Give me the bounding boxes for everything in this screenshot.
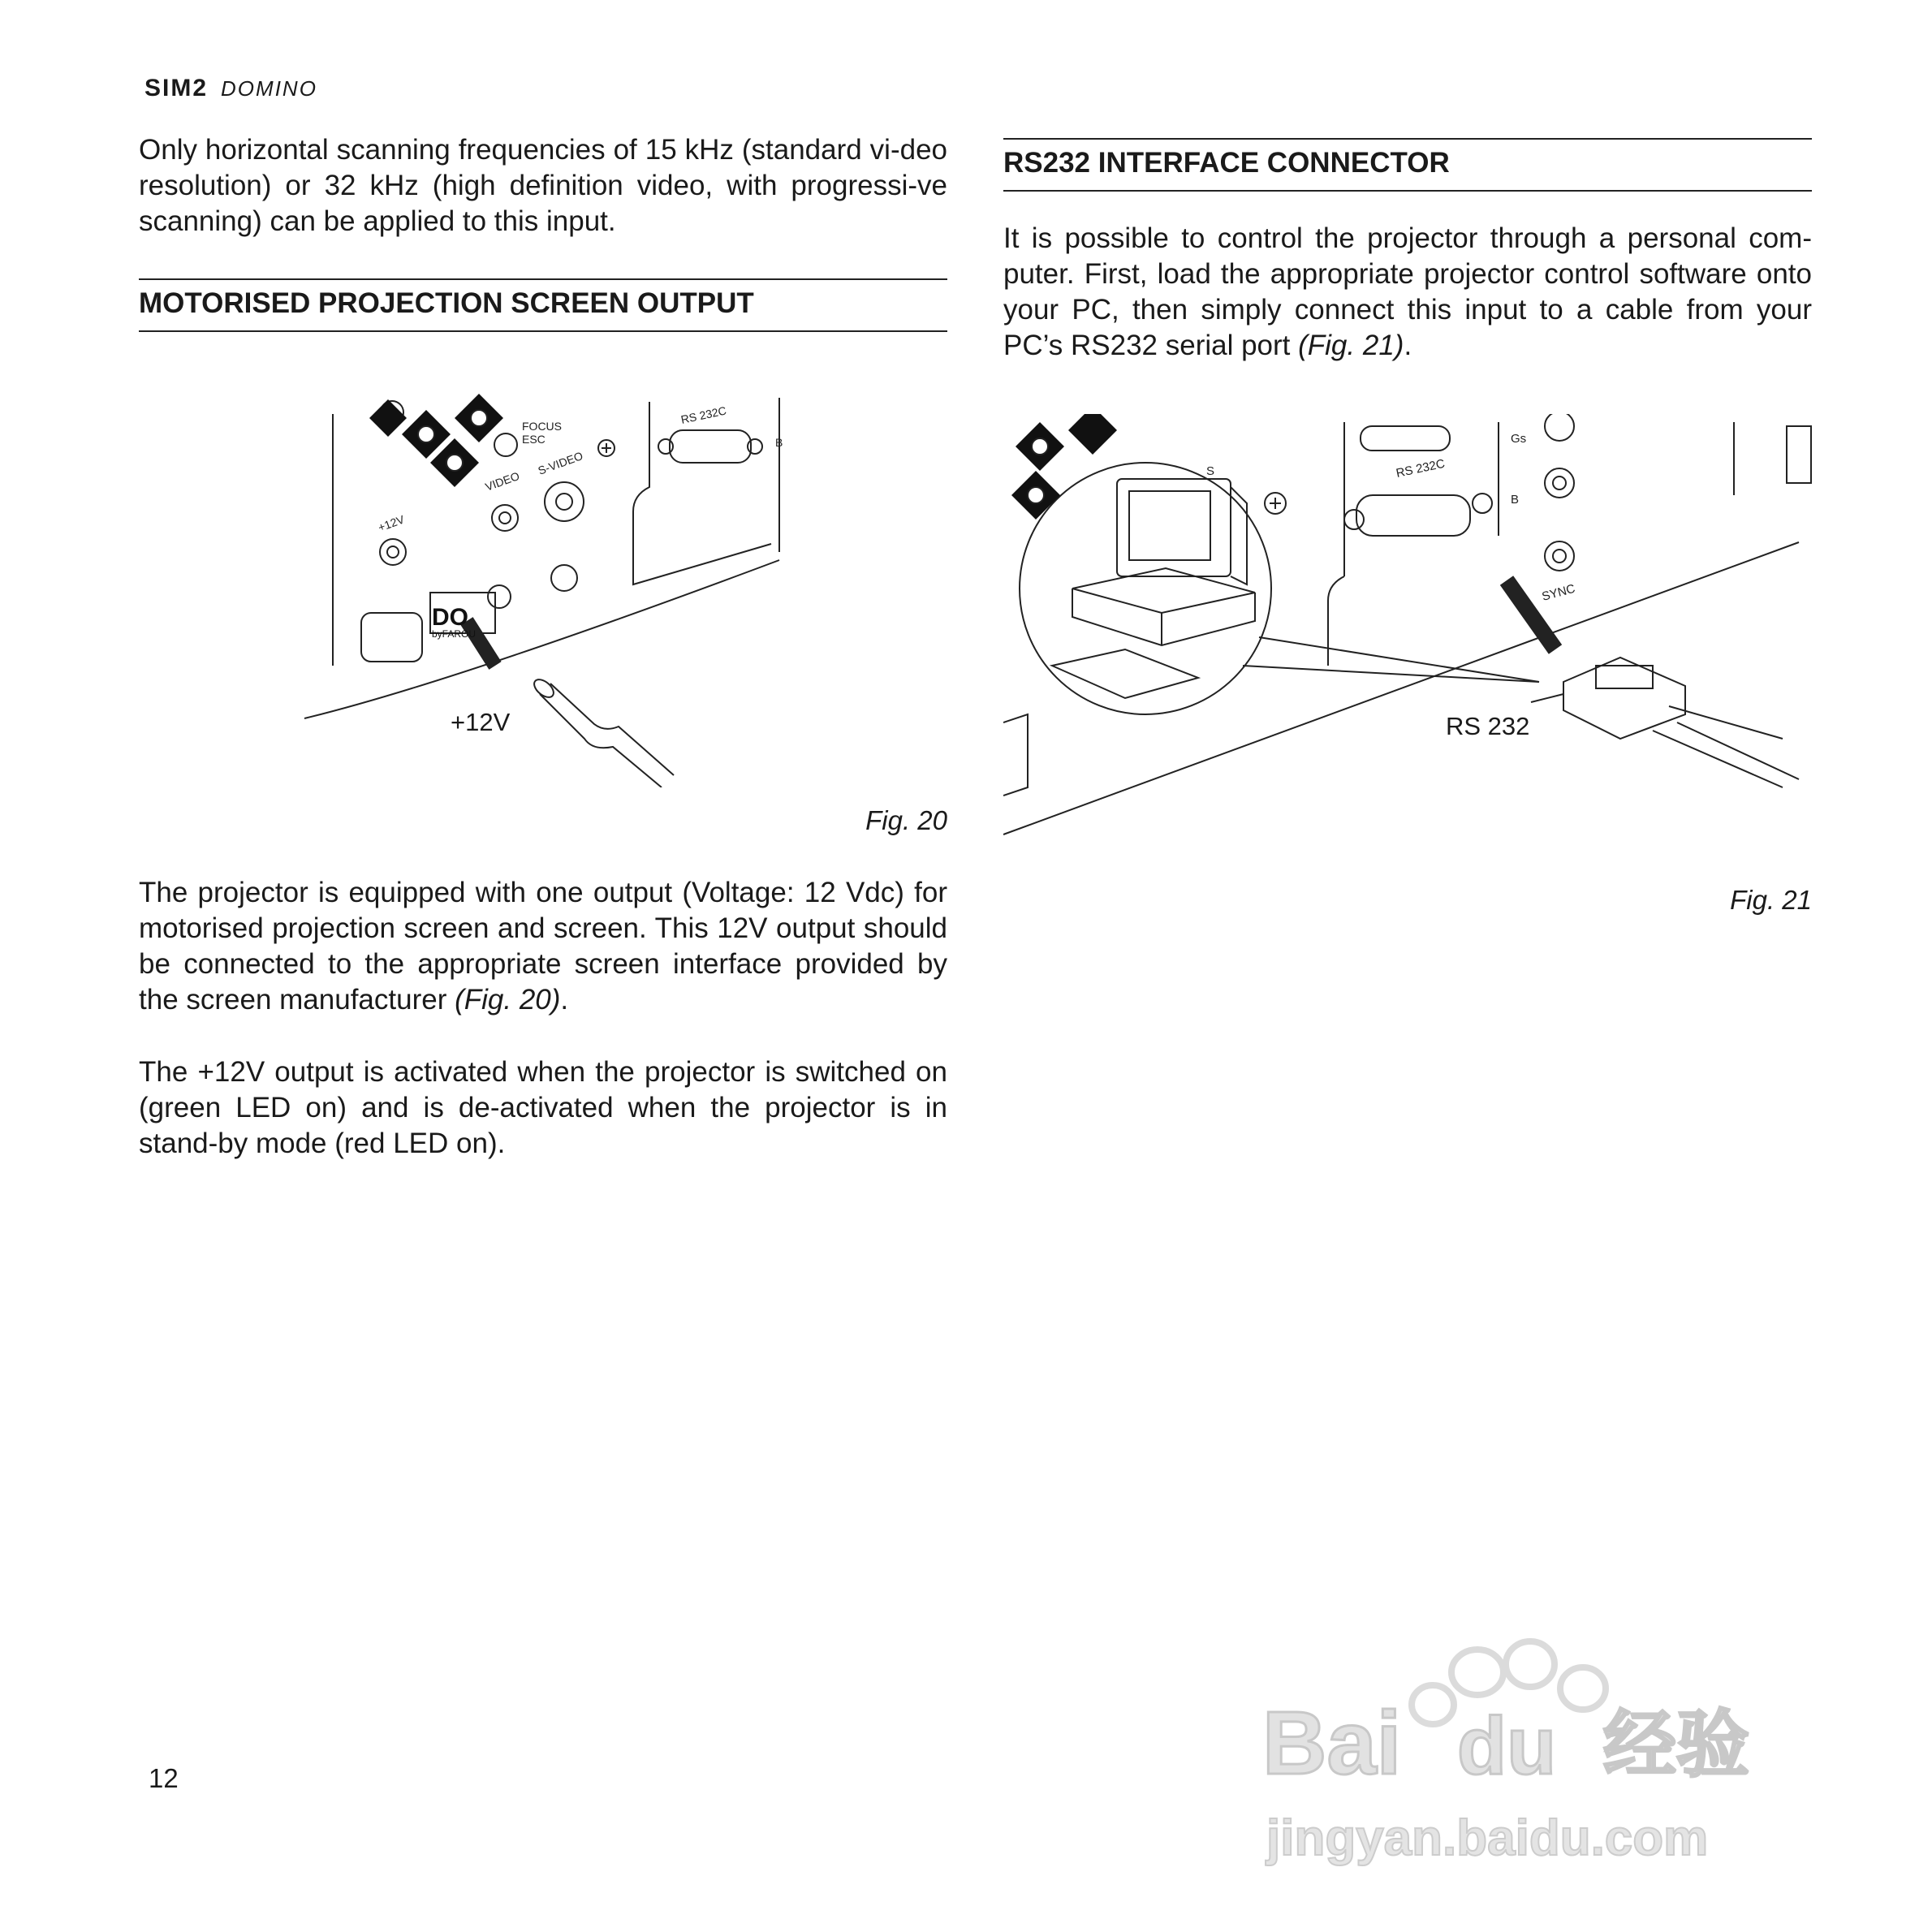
- intro-paragraph: Only horizontal scanning frequencies of 15 kHz (standard vi-deo resolution) or 32 kHz (high definition video, with progressi-ve scanning) can be applied to this input.: [139, 134, 947, 237]
- callout-rs232: RS 232: [1446, 712, 1530, 740]
- screen-output-text: The projector is equipped with one output (Voltage: 12 Vdc) for motorised projection screen and screen. This 12V output should be connected to the appropriate screen interface provided by the screen manufacturer: [139, 877, 947, 1016]
- fig20-ref: (Fig. 20): [455, 984, 561, 1016]
- activation-paragraph: The +12V output is activated when the projector is switched on (green LED on) and is de-activated when the projector is in stand-by mode (red LED on).: [139, 1056, 947, 1159]
- screen-output-end: .: [560, 984, 569, 1016]
- label-brand: DO: [432, 604, 468, 631]
- section-heading-rs232: [1003, 138, 1812, 192]
- section-heading-motorised: [139, 278, 947, 332]
- baidu-watermark: [1262, 1632, 1831, 1875]
- watermark-du: du: [1457, 1701, 1557, 1792]
- heading-text: MOTORISED PROJECTION SCREEN OUTPUT: [139, 287, 754, 319]
- label-svideo: S-VIDEO: [536, 449, 585, 477]
- figure-20-caption: Fig. 20: [865, 805, 947, 835]
- label-rs232c-21: RS 232C: [1395, 456, 1447, 481]
- label-12v-panel: +12V: [376, 512, 407, 534]
- rs232-paragraph: [1003, 221, 1812, 364]
- screen-output-paragraph: [139, 875, 947, 1018]
- watermark-url: jingyan.baidu.com: [1266, 1810, 1709, 1866]
- label-byfaroudja: byFAROU: [432, 628, 477, 640]
- label-rs232c: RS 232C: [679, 403, 728, 426]
- label-video: VIDEO: [483, 468, 521, 494]
- brand-name: SIM2: [144, 75, 209, 101]
- label-gs: Gs: [1511, 432, 1527, 446]
- watermark-cn: 经验: [1603, 1705, 1749, 1786]
- figure-21-caption: Fig. 21: [1730, 885, 1812, 915]
- watermark-bai: Bai: [1262, 1693, 1402, 1793]
- label-sync: SYNC: [1540, 581, 1577, 604]
- label-s: S: [1206, 464, 1215, 478]
- callout-12v: +12V: [451, 708, 511, 736]
- label-b: B: [775, 436, 783, 449]
- fig21-ref: (Fig. 21): [1298, 330, 1404, 361]
- rs232-end: .: [1404, 330, 1412, 361]
- label-esc: ESC: [522, 433, 546, 446]
- figure-20-illustration: [292, 390, 812, 787]
- figure-21-illustration: [1003, 414, 1815, 844]
- model-name: DOMINO: [221, 76, 317, 101]
- header-logo: [144, 75, 317, 102]
- label-focus: FOCUS: [522, 420, 562, 433]
- page-number: 12: [149, 1763, 179, 1793]
- rs232-text: It is possible to control the projector through a personal com-puter. First, load the appropriate projector control software onto your PC, then simply connect this input to a cable from your PC’s RS232 serial port: [1003, 222, 1812, 361]
- heading-text: RS232 INTERFACE CONNECTOR: [1003, 147, 1450, 179]
- label-b-21: B: [1511, 493, 1520, 507]
